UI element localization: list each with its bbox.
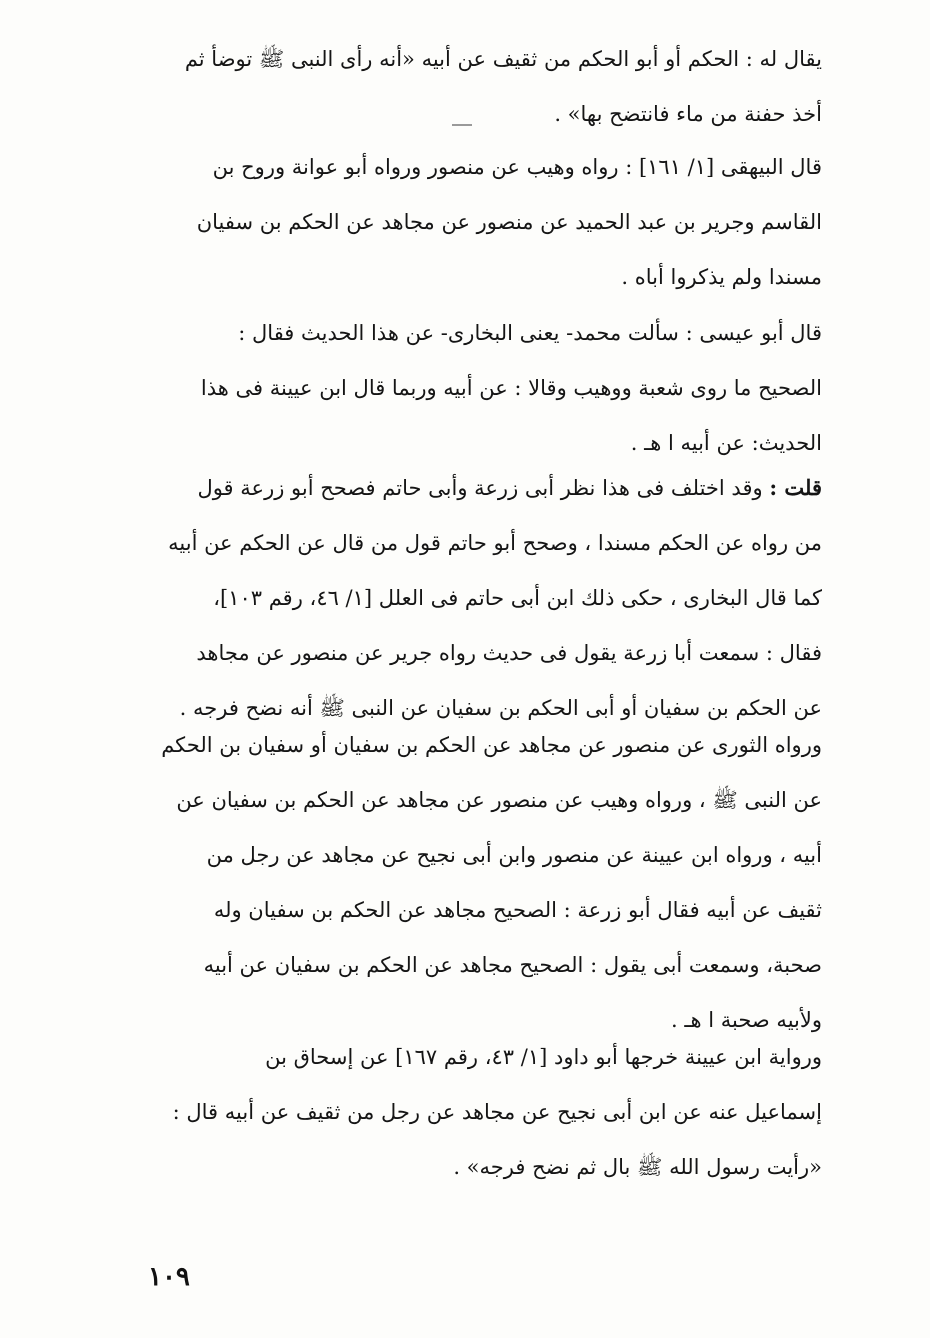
lead-word: قلت : [769,475,822,500]
text-line: إسماعيل عنه عن ابن أبى نجيح عن مجاهد عن رجل من ثقيف عن أبيه قال : [172,1100,822,1124]
text-line: أخذ حفنة من ماء فانتضح بها» . [554,102,822,126]
text-line: أبيه ، ورواه ابن عيينة عن منصور وابن أبى نجيح عن مجاهد عن رجل من [206,843,822,867]
text-line: مسندا ولم يذكروا أباه . [621,265,822,289]
text-line: من رواه عن الحكم مسندا ، وصحح أبو حاتم قول من قال عن الحكم عن أبيه [168,531,822,555]
text-line: فقال : سمعت أبا زرعة يقول فى حديث رواه جرير عن منصور عن مجاهد [196,641,822,665]
paragraph-6 [110,1030,822,1195]
paragraph-1 [110,32,822,142]
text-line: عن النبى ﷺ ، ورواه وهيب عن منصور عن مجاهد عن الحكم بن سفيان عن [176,788,822,812]
text-line-body: وقد اختلف فى هذا نظر أبى زرعة وأبى حاتم فصحح أبو زرعة قول [197,476,763,500]
text-line: كما قال البخارى ، حكى ذلك ابن أبى حاتم فى العلل [١/ ٤٦، رقم ١٠٣]، [213,586,822,610]
text-line: القاسم وجرير بن عبد الحميد عن منصور عن مجاهد عن الحكم بن سفيان [196,210,822,234]
text-line [110,460,822,516]
text-line: «رأيت رسول الله ﷺ بال ثم نضح فرجه» . [453,1155,822,1179]
text-line: الحديث: عن أبيه ا هـ . [630,431,822,455]
paragraph-5 [110,718,822,1048]
text-line: يقال له : الحكم أو أبو الحكم من ثقيف عن أبيه «أنه رأى النبى ﷺ توضأ ثم [184,47,822,71]
text-line: ورواية ابن عيينة خرجها أبو داود [١/ ٤٣، رقم ١٦٧] عن إسحاق بن [265,1045,822,1069]
paragraph-2 [110,140,822,305]
page-number: ١٠٩ [148,1262,190,1292]
text-line: ولأبيه صحبة ا هـ . [671,1008,822,1032]
text-line: قال أبو عيسى : سألت محمد- يعنى البخارى- عن هذا الحديث فقال : [238,321,822,345]
text-line: ثقيف عن أبيه فقال أبو زرعة : الصحيح مجاهد عن الحكم بن سفيان وله [213,898,822,922]
text-line: قال البيهقى [١/ ١٦١] : رواه وهيب عن منصور ورواه أبو عوانة وروح بن [212,155,822,179]
text-line: ورواه الثورى عن منصور عن مجاهد عن الحكم بن سفيان أو سفيان بن الحكم [161,733,822,757]
text-line: الصحيح ما روى شعبة ووهيب وقالا : عن أبيه وربما قال ابن عيينة فى هذا [200,376,822,400]
paragraph-4 [110,460,822,736]
text-line: عن الحكم بن سفيان أو أبى الحكم بن سفيان عن النبى ﷺ أنه نضح فرجه . [179,696,822,720]
text-line: صحبة، وسمعت أبى يقول : الصحيح مجاهد عن الحكم بن سفيان عن أبيه [203,953,822,977]
paragraph-3 [110,306,822,471]
